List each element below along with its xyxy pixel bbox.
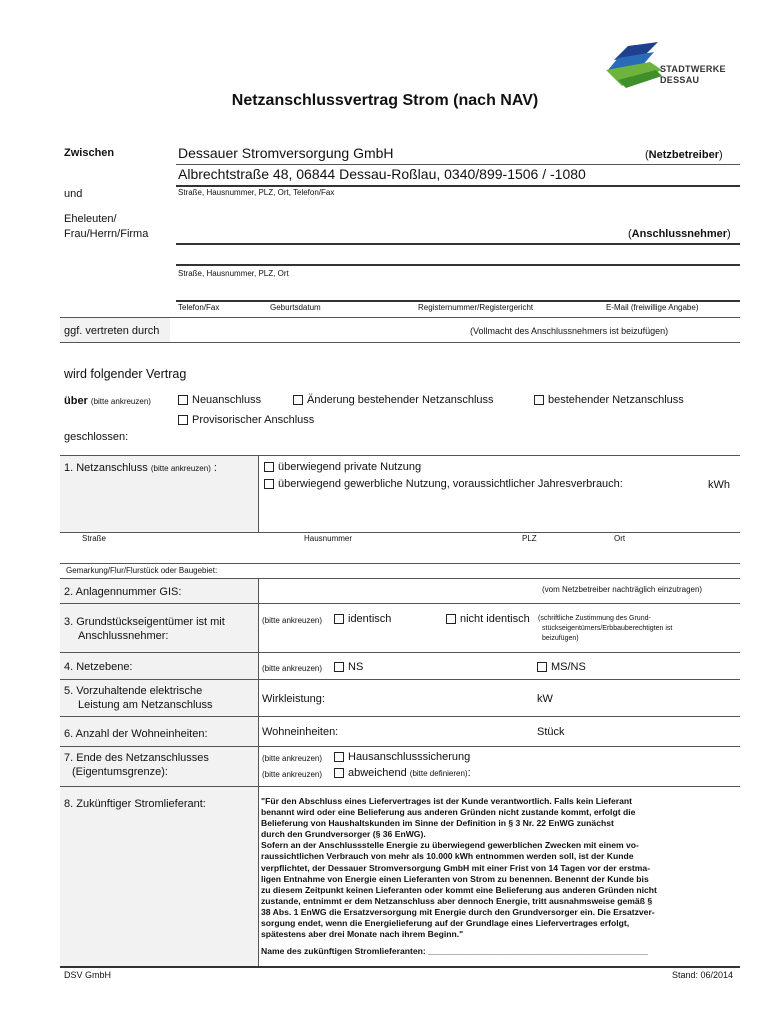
legal-line: durch den Grundversorger (§ 36 EnWG). [261, 829, 426, 840]
legal-line: "Für den Abschluss eines Liefervertrages ist der Kunde verantwortlich. Falls kein Lieferant [261, 796, 633, 806]
legal-line: benannt wird oder eine Belieferung aus anderen Gründen nicht zustande kommt, erfolgt die [261, 807, 636, 818]
checkbox-icon[interactable] [334, 768, 344, 778]
connection-address-field[interactable] [60, 533, 740, 563]
active-power-unit: kW [537, 693, 553, 705]
operator-name: Dessauer Stromversorgung GmbH [178, 145, 394, 161]
dwelling-units-unit: Stück [537, 726, 565, 738]
street-caption: Straße [82, 534, 107, 543]
customer-address-field[interactable] [176, 246, 740, 264]
ueber-hint: (bitte ankreuzen) [90, 397, 151, 406]
company-logo [604, 40, 740, 90]
section7-hint-2: (bitte ankreuzen) [262, 770, 323, 779]
checkbox-icon[interactable] [446, 614, 456, 624]
section1-hint: (bitte ankreuzen) [150, 464, 211, 473]
customer-name-field[interactable] [176, 218, 616, 242]
power-of-attorney-note: (Vollmacht des Anschlussnehmers ist beizufügen) [470, 326, 669, 336]
email-caption: E-Mail (freiwillige Angabe) [606, 303, 699, 312]
option-owner-not-identical[interactable]: nicht identisch [446, 613, 530, 625]
checkbox-icon[interactable] [264, 479, 274, 489]
logo-text-line2: DESSAU [660, 75, 700, 85]
parcel-caption: Gemarkung/Flur/Flurstück oder Baugebiet: [66, 566, 218, 575]
section2-label: 2. Anlagennummer GIS: [64, 586, 182, 598]
document-title: Netzanschlussvertrag Strom (nach NAV) [231, 92, 539, 109]
deviating-definition-field[interactable] [480, 766, 736, 782]
customer-role: (Anschlussnehmer) [628, 228, 731, 240]
represented-label: ggf. vertreten durch [64, 325, 160, 337]
section7-label-line1: 7. Ende des Netzanschlusses [64, 752, 209, 764]
represented-field[interactable] [172, 318, 462, 340]
customer-label-line1: Eheleuten/ [64, 213, 117, 225]
legal-line: Sofern an der Anschlussstelle Energie zu überwiegend gewerblichen Zwecken mit einem vo- [261, 840, 639, 851]
legal-line: spätestens aber drei Monate nach ihrem Beginn." [261, 929, 464, 940]
section4-label: 4. Netzebene: [64, 661, 133, 673]
ueber-label-text: über [64, 395, 88, 407]
legal-line: 38 Abs. 1 EnWG die Ersatzversorgung mit Energie durch den Grundversorger ein. Die Ersatzver- [261, 906, 655, 917]
customer-address-caption: Straße, Hausnummer, PLZ, Ort [178, 269, 289, 278]
legal-line: sorgung endet, wenn die Energielieferung auf der Grundlage eines Liefervertrages erfolgt, [261, 918, 630, 929]
active-power-label: Wirkleistung: [262, 693, 325, 705]
footer-company: DSV GmbH [64, 970, 112, 980]
customer-label-line2: Frau/Herrn/Firma [64, 228, 149, 240]
city-caption: Ort [614, 534, 626, 543]
section5-label-line1: 5. Vorzuhaltende elektrische [64, 685, 203, 697]
concluded-label: geschlossen: [64, 431, 129, 443]
birthdate-caption: Geburtsdatum [270, 303, 321, 312]
customer-contact-field[interactable] [176, 282, 740, 300]
operator-role-text: Netzbetreiber [648, 149, 719, 161]
contract-intro: wird folgender Vertrag [64, 367, 187, 381]
operator-address-caption: Straße, Hausnummer, PLZ, Ort, Telefon/Fax [178, 188, 335, 197]
house-number-caption: Hausnummer [304, 534, 353, 543]
checkbox-icon[interactable] [178, 395, 188, 405]
legal-line: raussichtlichen Verbrauch von mehr als 10.000 kWh entnommen werden soll, ist der Kunde [261, 851, 634, 862]
option-deviating[interactable]: abweichend (bitte definieren) : [334, 767, 471, 779]
logo-text-line1: STADTWERKE [660, 64, 726, 74]
register-caption: Registernummer/Registergericht [418, 303, 534, 312]
between-label: Zwischen [64, 147, 115, 159]
section4-hint: (bitte ankreuzen) [262, 664, 323, 673]
and-label: und [64, 188, 83, 200]
logo-mark-icon [604, 40, 664, 88]
section5-label-line2: Leistung am Netzanschluss [78, 699, 213, 711]
footer-version: Stand: 06/2014 [672, 970, 734, 980]
checkbox-icon[interactable] [293, 395, 303, 405]
dwelling-units-label: Wohneinheiten: [262, 726, 339, 738]
checkbox-icon[interactable] [534, 395, 544, 405]
section3-note-line1: (schriftliche Zustimmung des Grund- [538, 615, 651, 622]
supplier-name-line[interactable]: Name des zukünftigen Stromlieferanten: ______________________________________________ [261, 946, 648, 956]
legal-line: zustande, entnimmt er dem Netzanschluss aber dennoch Energie, tritt ausnahmsweise gemäß § [261, 895, 653, 906]
postal-code-caption: PLZ [522, 534, 537, 543]
active-power-field[interactable] [340, 688, 530, 708]
operator-address: Albrechtstraße 48, 06844 Dessau-Roßlau, 0340/899-1506 / -1080 [178, 166, 586, 182]
checkbox-icon[interactable] [334, 662, 344, 672]
option-private-use[interactable]: überwiegend private Nutzung [264, 461, 421, 473]
deviating-hint: (bitte definieren) [409, 768, 468, 778]
checkbox-icon[interactable] [264, 462, 274, 472]
option-medium-low-voltage[interactable]: MS/NS [537, 661, 586, 673]
legal-line: ligen Entnahme von Energie einen Lieferanten von Strom zu benennen. Benennt der Kunde bis [261, 873, 649, 884]
section3-label-line1: 3. Grundstückseigentümer ist mit [64, 616, 225, 628]
option-existing-connection[interactable]: bestehender Netzanschluss [534, 394, 684, 406]
checkbox-icon[interactable] [178, 415, 188, 425]
option-provisional-connection[interactable]: Provisorischer Anschluss [178, 414, 314, 426]
legal-line: verpflichtet, der Dessauer Stromversorgung GmbH mit einer Frist von 14 Tagen vor der erstma- [261, 862, 651, 873]
legal-line: Belieferung von Haushaltskunden im Sinne der Definition in § 3 Nr. 22 EnWG zunächst [261, 818, 614, 829]
section3-label-line2: Anschlussnehmer: [78, 630, 169, 642]
dwelling-units-field[interactable] [350, 720, 530, 740]
option-commercial-use[interactable]: überwiegend gewerbliche Nutzung, voraussichtlicher Jahresverbrauch: [264, 478, 623, 490]
option-change-connection[interactable]: Änderung bestehender Netzanschluss [293, 394, 494, 406]
parcel-field[interactable] [256, 564, 740, 578]
supplier-legal-text [261, 796, 743, 940]
operator-role: (Netzbetreiber) [645, 149, 723, 161]
legal-line: zu diesem Zeitpunkt keinen Lieferanten oder kommt eine Belieferung aus anderen Gründen nicht [261, 884, 657, 895]
section3-hint: (bitte ankreuzen) [262, 616, 323, 625]
option-new-connection[interactable]: Neuanschluss [178, 394, 261, 406]
section6-label: 6. Anzahl der Wohneinheiten: [64, 728, 208, 740]
gis-number-field[interactable] [260, 580, 530, 602]
section3-note-line2: stückseigentümers/Erbbauberechtigten ist [542, 625, 673, 632]
section7-hint-1: (bitte ankreuzen) [262, 754, 323, 763]
option-service-fuse[interactable]: Hausanschlusssicherung [334, 751, 470, 763]
section1-label: 1. Netzanschluss (bitte ankreuzen) : [64, 462, 217, 474]
option-owner-identical[interactable]: identisch [334, 613, 391, 625]
checkbox-icon[interactable] [537, 662, 547, 672]
section8-label: 8. Zukünftiger Stromlieferant: [64, 798, 206, 810]
option-low-voltage[interactable]: NS [334, 661, 363, 673]
section3-note-line3: beizufügen) [542, 635, 579, 642]
ueber-label [64, 395, 151, 407]
section2-note: (vom Netzbetreiber nachträglich einzutragen) [542, 585, 703, 594]
customer-role-text: Anschlussnehmer [631, 228, 728, 240]
annual-consumption-unit: kWh [708, 479, 730, 491]
checkbox-icon[interactable] [334, 752, 344, 762]
checkbox-icon[interactable] [334, 614, 344, 624]
section7-label-line2: (Eigentumsgrenze): [72, 766, 168, 778]
phone-fax-caption: Telefon/Fax [178, 303, 220, 312]
